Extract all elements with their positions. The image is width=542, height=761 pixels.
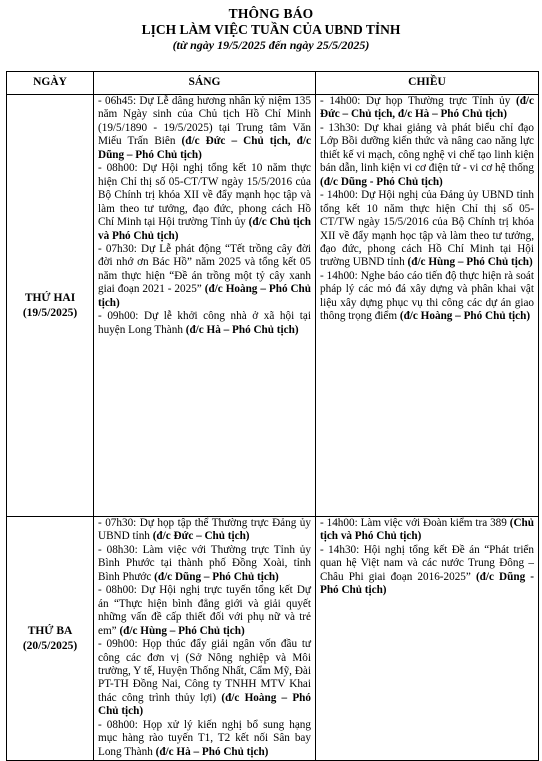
column-header-morning: SÁNG	[94, 72, 316, 95]
table-header-row	[7, 72, 539, 95]
date-range: (từ ngày 19/5/2025 đến ngày 25/5/2025)	[172, 38, 370, 52]
schedule-item: - 14h00: Dự họp Thường trực Tỉnh ủy (đ/c Đức – Chủ tịch, đ/c Hà – Phó Chủ tịch)	[320, 95, 534, 121]
schedule-item: - 09h00: Họp thúc đẩy giải ngân vốn đầu tư công các đơn vị (Sở Nông nghiệp và Môi trường, Y tế, Huyện Thống Nhất, Cẩm Mỹ, Đài PT-TH Đồng Nai, Công ty TNHH MTV Khai thác công trình thủy lợi) (đ/c Hoàng – Phó Chủ tịch)	[98, 638, 311, 718]
morning-cell	[94, 517, 316, 761]
day-name: THỨ HAI	[24, 291, 76, 304]
morning-cell	[94, 95, 316, 517]
schedule-table	[6, 71, 539, 761]
schedule-item: - 08h00: Dự Hội nghị trực tuyến tổng kết Dự án “Thực hiện bình đẳng giới và giải quyết những vấn đề cấp thiết đối với phụ nữ và trẻ em” (đ/c Hùng – Phó Chủ tịch)	[98, 584, 311, 637]
schedule-item: - 13h30: Dự khai giảng và phát biểu chỉ đạo Lớp Bồi dưỡng kiến thức và nâng cao năng lực thiết kế vi mạch, công nghệ vi chế tạo linh kiện bán dẫn, linh kiện vi cơ điện tử - vi cơ hệ thống (đ/c Dũng - Phó Chủ tịch)	[320, 121, 534, 188]
day-date: (19/5/2025)	[22, 306, 78, 319]
schedule-item: - 08h30: Làm việc với Thường trực Tỉnh ủy Bình Phước tại thành phố Đồng Xoài, tỉnh Bình Phước (đ/c Dũng – Phó Chủ tịch)	[98, 543, 311, 583]
column-header-day: NGÀY	[7, 72, 94, 95]
schedule-item: - 14h00: Dự Hội nghị của Đảng ủy UBND tỉnh tổng kết 10 năm thực hiện Chỉ thị số 05-CT/TW ngày 15/5/2016 của Bộ Chính trị khóa XII về đẩy mạnh học tập và làm theo tư tưởng, đạo đức, phong cách Hồ Chí Minh tại Hội trường UBND tỉnh (đ/c Hùng – Phó Chủ tịch)	[320, 189, 534, 269]
day-date: (20/5/2025)	[22, 639, 78, 652]
day-cell	[7, 517, 94, 761]
day-name: THỨ BA	[27, 624, 73, 637]
table-row	[7, 95, 539, 517]
column-header-afternoon: CHIỀU	[316, 72, 539, 95]
schedule-item: - 08h00: Họp xử lý kiến nghị bổ sung hạng mục hàng rào tuyến T1, T2 kết nối Sân bay Long Thành (đ/c Hà – Phó Chủ tịch)	[98, 718, 311, 758]
afternoon-cell	[316, 95, 539, 517]
schedule-item: - 07h30: Dự Lễ phát động “Tết trồng cây đời đời nhớ ơn Bác Hồ” năm 2025 và tổng kết 05 năm thực hiện “Đề án trồng một tỷ cây xanh giai đoạn 2021 - 2025” (đ/c Hoàng – Phó Chủ tịch)	[98, 242, 312, 309]
document-title: THÔNG BÁO	[228, 6, 314, 21]
document-subtitle: LỊCH LÀM VIỆC TUẦN CỦA UBND TỈNH	[141, 22, 401, 37]
schedule-item: - 09h00: Dự lễ khởi công nhà ở xã hội tại huyện Long Thành (đ/c Hà – Phó Chủ tịch)	[98, 310, 311, 336]
schedule-item: - 14h00: Nghe báo cáo tiến độ thực hiện rà soát pháp lý các mỏ đá xây dựng và phân khai vật liệu xây dựng phục vụ thi công các dự án giao thông trọng điểm (đ/c Hoàng – Phó Chủ tịch)	[320, 269, 534, 323]
schedule-item: - 06h45: Dự Lễ dâng hương nhân kỷ niệm 135 năm Ngày sinh của Chủ tịch Hồ Chí Minh (19/5/1890 - 19/5/2025) tại Trung tâm Văn Miếu Trấn Biên (đ/c Đức – Chủ tịch, đ/c Dũng – Phó Chủ tịch)	[98, 95, 311, 161]
day-cell	[7, 95, 94, 517]
schedule-item: - 08h00: Dự Hội nghị tổng kết 10 năm thực hiện Chỉ thị số 05-CT/TW ngày 15/5/2016 của Bộ Chính trị khóa XII về đẩy mạnh học tập và làm theo tư tưởng, đạo đức, phong cách Hồ Chí Minh tại Hội trường Tỉnh ủy (đ/c Chủ tịch và Phó Chủ tịch)	[98, 162, 311, 242]
document-header	[0, 0, 542, 56]
afternoon-cell	[316, 517, 539, 761]
schedule-item: - 07h30: Dự họp tập thể Thường trực Đảng ủy UBND tỉnh (đ/c Đức – Chủ tịch)	[98, 517, 311, 543]
schedule-item: - 14h30: Hội nghị tổng kết Đề án “Phát triển quan hệ Việt nam và các nước Trung Đông – Châu Phi giai đoạn 2016-2025” (đ/c Dũng - Phó Chủ tịch)	[320, 543, 534, 597]
table-row	[7, 517, 539, 761]
schedule-item: - 14h00: Làm việc với Đoàn kiểm tra 389 (Chủ tịch và Phó Chủ tịch)	[320, 517, 534, 543]
